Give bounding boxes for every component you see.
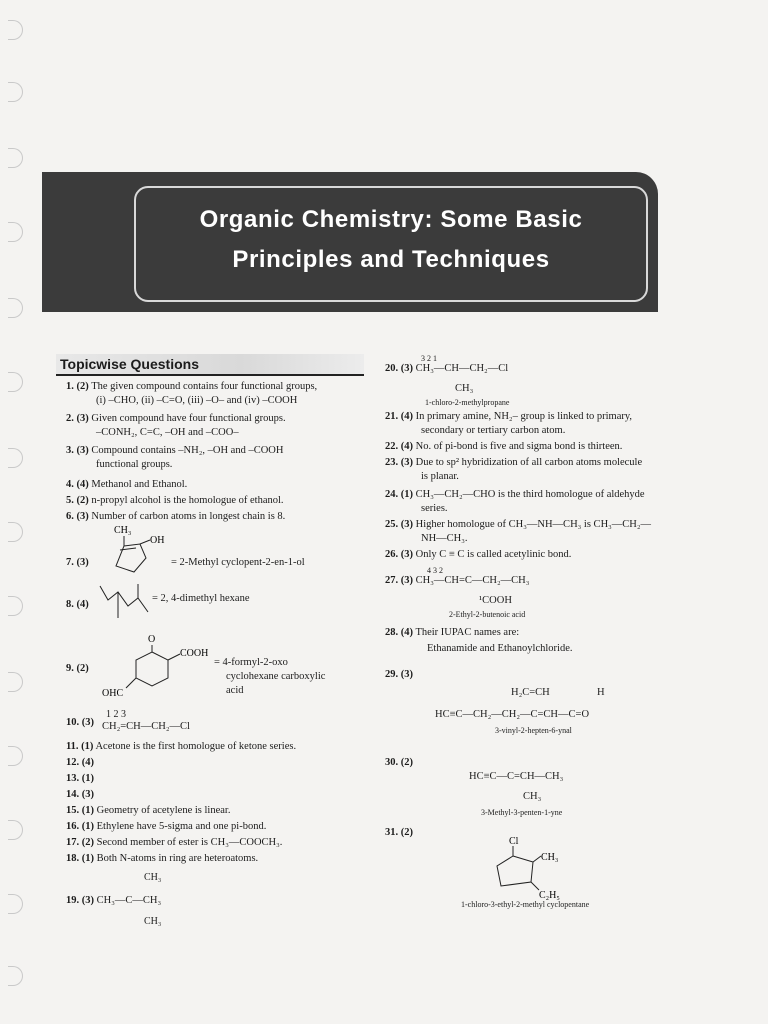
banner-frame <box>134 186 648 302</box>
binder-hole <box>8 20 23 40</box>
answer-9-name: = 4-formyl-2-oxo <box>214 657 288 668</box>
bond-line <box>531 882 539 890</box>
answer-8 <box>66 598 89 611</box>
answer-formula: CH₃—CH=C—CH₂—CH₃ <box>415 575 530 586</box>
binder-hole <box>8 820 23 840</box>
binder-hole <box>8 82 23 102</box>
answer-number: 10. (3) <box>66 717 94 728</box>
answer-text: Second member of ester is CH₃—COOCH₃. <box>96 837 283 848</box>
answer-number: 6. (3) <box>66 511 89 522</box>
answer-text: Geometry of acetylene is linear. <box>96 805 231 816</box>
binder-hole <box>8 372 23 392</box>
ethyl-label: C₂H₅ <box>539 890 560 901</box>
binder-hole <box>8 298 23 318</box>
answer-number: 17. (2) <box>66 837 94 848</box>
answer-25-line2: NH—CH₃. <box>421 533 468 544</box>
chloro-label: Cl <box>509 836 519 847</box>
vinyl-branch: H₂C=CH <box>511 687 550 698</box>
aldehyde-hydrogen: H <box>597 687 605 698</box>
answer-9-name-line2: cyclohexane carboxylic <box>226 671 326 682</box>
answer-text: Only C ≡ C is called acetylinic bond. <box>415 549 572 560</box>
answer-number: 23. (3) <box>385 457 413 468</box>
answer-text: In primary amine, NH₂– group is linked to primary, <box>415 411 633 422</box>
answer-28 <box>385 626 519 639</box>
oxo-label: O <box>148 634 156 645</box>
answer-text: Due to sp² hybridization of all carbon atoms molecule <box>415 457 643 468</box>
answer-text: Methanol and Ethanol. <box>91 479 188 490</box>
answer-8-name: = 2, 4-dimethyl hexane <box>152 593 250 604</box>
answer-12 <box>66 756 94 769</box>
answer-number: 13. (1) <box>66 773 94 784</box>
answer-number: 16. (1) <box>66 821 94 832</box>
answer-number: 14. (3) <box>66 789 94 800</box>
bond-line <box>126 678 136 688</box>
answer-25 <box>385 518 651 531</box>
ring-shape <box>497 856 533 886</box>
chapter-title-line2: Principles and Techniques <box>232 246 550 273</box>
carbon-numbering: 1 2 3 <box>106 709 126 720</box>
answer-text: Both N-atoms in ring are heteroatoms. <box>96 853 259 864</box>
answer-text: No. of pi-bond is five and sigma bond is thirteen. <box>415 441 623 452</box>
answer-29 <box>385 668 413 681</box>
bond-line <box>533 856 541 862</box>
compound-caption: 1-chloro-2-methylpropane <box>425 398 510 407</box>
answer-number: 18. (1) <box>66 853 94 864</box>
answer-23 <box>385 456 642 469</box>
answer-text: Their IUPAC names are: <box>415 627 520 638</box>
answer-26 <box>385 548 571 561</box>
answer-number: 26. (3) <box>385 549 413 560</box>
answer-number: 11. (1) <box>66 741 94 752</box>
carbon-numbering: 3 2 1 <box>421 354 437 363</box>
binder-holes <box>0 0 40 1024</box>
binder-hole <box>8 596 23 616</box>
answer-9-name-line3: acid <box>226 685 244 696</box>
answer-number: 20. (3) <box>385 363 413 374</box>
answer-text: Compound contains –NH₂, –OH and –COOH <box>91 445 284 456</box>
compound-caption: 1-chloro-3-ethyl-2-methyl cyclopentane <box>461 900 590 909</box>
carboxyl-label: COOH <box>180 648 209 659</box>
cyclohexane-structure <box>102 632 222 700</box>
answer-number: 19. (3) <box>66 895 94 906</box>
answer-number: 12. (4) <box>66 757 94 768</box>
answer-number: 4. (4) <box>66 479 89 490</box>
main-chain-formula: HC≡C—CH₂—CH₂—C=CH—C=O <box>435 709 590 720</box>
answer-24 <box>385 488 645 501</box>
answer-2-line2: –CONH₂, C=C, –OH and –COO– <box>96 427 239 438</box>
answer-text: Given compound have four functional groups. <box>91 413 286 424</box>
answer-21-line2: secondary or tertiary carbon atom. <box>421 425 566 436</box>
carbon-numbering: 4 3 2 <box>427 566 443 575</box>
answer-16 <box>66 820 266 833</box>
answer-19 <box>66 894 161 907</box>
answer-9 <box>66 662 89 675</box>
compound-caption: 3-vinyl-2-hepten-6-ynal <box>495 726 572 735</box>
answer-10-formula: CH₂=CH—CH₂—Cl <box>102 721 190 732</box>
answer-15 <box>66 804 230 817</box>
cyclopentenol-structure <box>96 522 176 584</box>
answer-text: Acetone is the first homologue of ketone series. <box>95 741 297 752</box>
skeleton-line <box>100 586 148 612</box>
binder-hole <box>8 222 23 242</box>
answer-18 <box>66 852 258 865</box>
answer-13 <box>66 772 94 785</box>
cyclopentane-structure <box>483 832 593 904</box>
answer-text: Ethylene have 5-sigma and one pi-bond. <box>96 821 267 832</box>
answer-number: 2. (3) <box>66 413 89 424</box>
hydroxyl-label: OH <box>150 535 165 546</box>
answer-formula: CH₃—C—CH₃ <box>96 895 162 906</box>
answer-number: 31. (2) <box>385 827 413 838</box>
compound-caption: 3-Methyl-3-penten-1-yne <box>481 808 563 817</box>
answer-text: Number of carbon atoms in longest chain is 8. <box>91 511 286 522</box>
branch-carboxyl: ¹COOH <box>479 595 512 606</box>
answer-31 <box>385 826 413 839</box>
answer-number: 27. (3) <box>385 575 413 586</box>
binder-hole <box>8 966 23 986</box>
branch-methyl: CH₃ <box>455 383 474 394</box>
answer-14 <box>66 788 94 801</box>
answer-text: CH₃—CH₂—CHO is the third homologue of aldehyde <box>415 489 645 500</box>
answer-number: 22. (4) <box>385 441 413 452</box>
answer-4 <box>66 478 187 491</box>
answer-7-name: = 2-Methyl cyclopent-2-en-1-ol <box>171 557 305 568</box>
answer-11 <box>66 740 296 753</box>
main-chain-formula: HC≡C—C=CH—CH₃ <box>469 771 564 782</box>
branch-bottom: CH₃ <box>144 916 162 927</box>
right-column <box>385 352 685 912</box>
section-heading <box>56 354 364 376</box>
binder-hole <box>8 448 23 468</box>
answer-7 <box>66 556 89 569</box>
binder-hole <box>8 894 23 914</box>
answer-number: 3. (3) <box>66 445 89 456</box>
answer-24-line2: series. <box>421 503 448 514</box>
answer-number: 21. (4) <box>385 411 413 422</box>
answer-number: 29. (3) <box>385 669 413 680</box>
chapter-title <box>136 200 646 280</box>
answer-20 <box>385 362 508 375</box>
answer-number: 30. (2) <box>385 757 413 768</box>
answer-text: n-propyl alcohol is the homologue of ethanol. <box>91 495 284 506</box>
answer-number: 1. (2) <box>66 381 89 392</box>
bond-line <box>168 654 180 660</box>
section-title: Topicwise Questions <box>60 356 199 372</box>
answer-21 <box>385 410 632 423</box>
ring-shape <box>136 652 168 686</box>
answer-number: 25. (3) <box>385 519 413 530</box>
answer-text: The given compound contains four functional groups, <box>91 381 318 392</box>
methyl-label: CH₃ <box>114 525 132 536</box>
binder-hole <box>8 746 23 766</box>
left-column <box>66 380 366 940</box>
formyl-label: OHC <box>102 688 124 699</box>
chapter-title-line1: Organic Chemistry: Some Basic <box>199 206 583 233</box>
answer-23-line2: is planar. <box>421 471 459 482</box>
answer-text: Higher homologue of CH₃—NH—CH₃ is CH₃—CH₂— <box>415 519 652 530</box>
answer-number: 5. (2) <box>66 495 89 506</box>
answer-formula: CH₃—CH—CH₂—Cl <box>415 363 509 374</box>
binder-hole <box>8 522 23 542</box>
answer-17 <box>66 836 282 849</box>
answer-3-line2: functional groups. <box>96 459 173 470</box>
answer-number: 24. (1) <box>385 489 413 500</box>
methyl-label: CH₃ <box>541 852 559 863</box>
answer-5 <box>66 494 284 507</box>
answer-30 <box>385 756 413 769</box>
answer-1 <box>66 380 317 393</box>
branch-methyl: CH₃ <box>523 791 542 802</box>
answer-10 <box>66 716 94 729</box>
chapter-banner <box>42 172 658 312</box>
answer-number: 15. (1) <box>66 805 94 816</box>
answer-number: 28. (4) <box>385 627 413 638</box>
answer-22 <box>385 440 622 453</box>
dimethylhexane-structure <box>96 578 156 624</box>
answer-28-line2: Ethanamide and Ethanoylchloride. <box>427 643 573 654</box>
answer-3 <box>66 444 283 457</box>
binder-hole <box>8 148 23 168</box>
bond-line <box>140 540 150 544</box>
answer-number: 7. (3) <box>66 557 89 568</box>
answer-number: 9. (2) <box>66 663 89 674</box>
answer-27 <box>385 574 529 587</box>
branch-top: CH₃ <box>144 872 162 883</box>
compound-caption: 2-Ethyl-2-butenoic acid <box>449 610 526 619</box>
answer-2 <box>66 412 286 425</box>
answer-1-line2: (i) –CHO, (ii) –C=O, (iii) –O– and (iv) –COOH <box>96 395 298 406</box>
answer-number: 8. (4) <box>66 599 89 610</box>
binder-hole <box>8 672 23 692</box>
